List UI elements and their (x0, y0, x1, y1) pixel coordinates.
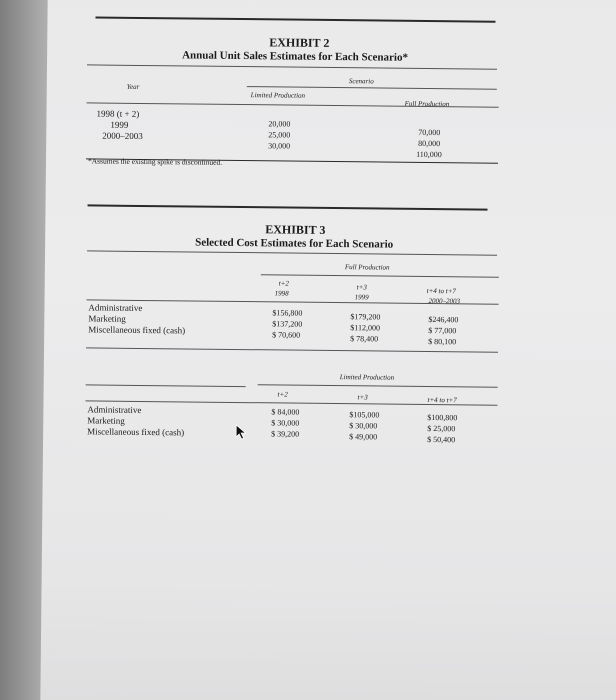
full-col3-bottom: 2000–2003 (428, 297, 461, 306)
limited-row-label: Administrative (87, 404, 142, 416)
full-col1-value: $156,800 (272, 308, 303, 318)
full-col3-top: t+4 to t+7 (426, 286, 456, 296)
limited-col1-value: $ 39,200 (271, 429, 300, 439)
ex2-footnote: *Assumes the existing spike is discontinued. (87, 156, 223, 167)
limited-col3-value: $ 50,400 (427, 434, 456, 445)
scenario-header: Scenario (348, 77, 374, 86)
full-col1-value: $ 70,600 (272, 330, 301, 340)
limited-col2-value: $ 49,000 (349, 432, 378, 442)
limited-col1-top: t+2 (277, 390, 288, 399)
full-row-label: Miscellaneous fixed (cash) (88, 324, 186, 336)
ex2-full-value: 70,000 (418, 127, 441, 138)
limited-production-rule (258, 384, 498, 388)
exhibit3-title: EXHIBIT 3 (265, 222, 326, 237)
ex2-full-value: 110,000 (416, 149, 442, 160)
ex2-row-year: 1998 (t + 2) (96, 108, 140, 119)
full-col3-value: $ 80,100 (428, 337, 457, 347)
exhibit2-title: EXHIBIT 2 (269, 35, 330, 50)
full-col1-value: $137,200 (272, 319, 303, 329)
ex2-row-year: 1999 (110, 119, 129, 130)
ex2-full-value: 80,000 (418, 138, 441, 149)
full-row-label: Marketing (88, 313, 126, 324)
full-col2-value: $112,000 (350, 323, 381, 333)
full-production-rule (261, 274, 499, 277)
ex2-limited-value: 25,000 (268, 130, 291, 140)
limited-col2-top: t+3 (357, 393, 368, 402)
exhibit2-subtitle: Annual Unit Sales Estimates for Each Scenario* (182, 49, 409, 64)
limited-production-label: Limited Production (339, 373, 395, 382)
limited-col2-value: $ 30,000 (349, 421, 378, 431)
full-col1-bottom: 1998 (274, 289, 289, 298)
mouse-cursor-icon (235, 424, 247, 440)
full-bottom-rule (86, 347, 498, 352)
ex2-limited-value: 20,000 (268, 119, 291, 129)
subtitle-rule (87, 64, 497, 69)
limited-row-label: Miscellaneous fixed (cash) (87, 426, 185, 438)
ex3-top-rule (88, 204, 488, 210)
limited-col3-value: $ 25,000 (427, 423, 456, 434)
full-production-label: Full Production (344, 263, 390, 272)
ex2-limited-value: 30,000 (268, 141, 291, 151)
limited-production-header: Limited Production (250, 91, 306, 100)
ex2-row-year: 2000–2003 (102, 130, 143, 142)
limited-col3-value: $100,800 (427, 412, 458, 423)
exhibit3-subtitle: Selected Cost Estimates for Each Scenario (195, 236, 394, 251)
year-header: Year (126, 82, 140, 91)
limited-row-label: Marketing (87, 415, 125, 426)
full-col2-value: $179,200 (350, 312, 381, 322)
full-col2-value: $ 78,400 (350, 334, 379, 344)
full-production-header: Full Production (404, 99, 450, 109)
limited-col3-top: t+4 to t+7 (427, 395, 457, 405)
limited-left-rule (86, 384, 246, 387)
full-col3-value: $ 77,000 (428, 326, 457, 336)
ex3-subtitle-rule (87, 250, 497, 255)
full-col2-top: t+3 (356, 283, 367, 292)
full-col3-value: $246,400 (428, 315, 459, 325)
limited-col1-value: $ 84,000 (271, 407, 300, 417)
limited-col1-value: $ 30,000 (271, 418, 300, 428)
top-rule (95, 17, 495, 23)
scenario-rule (247, 86, 497, 90)
limited-col2-value: $105,000 (349, 410, 380, 420)
full-row-label: Administrative (88, 302, 143, 314)
full-col2-bottom: 1999 (354, 293, 369, 302)
full-col1-top: t+2 (278, 279, 289, 288)
document-page (40, 0, 616, 700)
